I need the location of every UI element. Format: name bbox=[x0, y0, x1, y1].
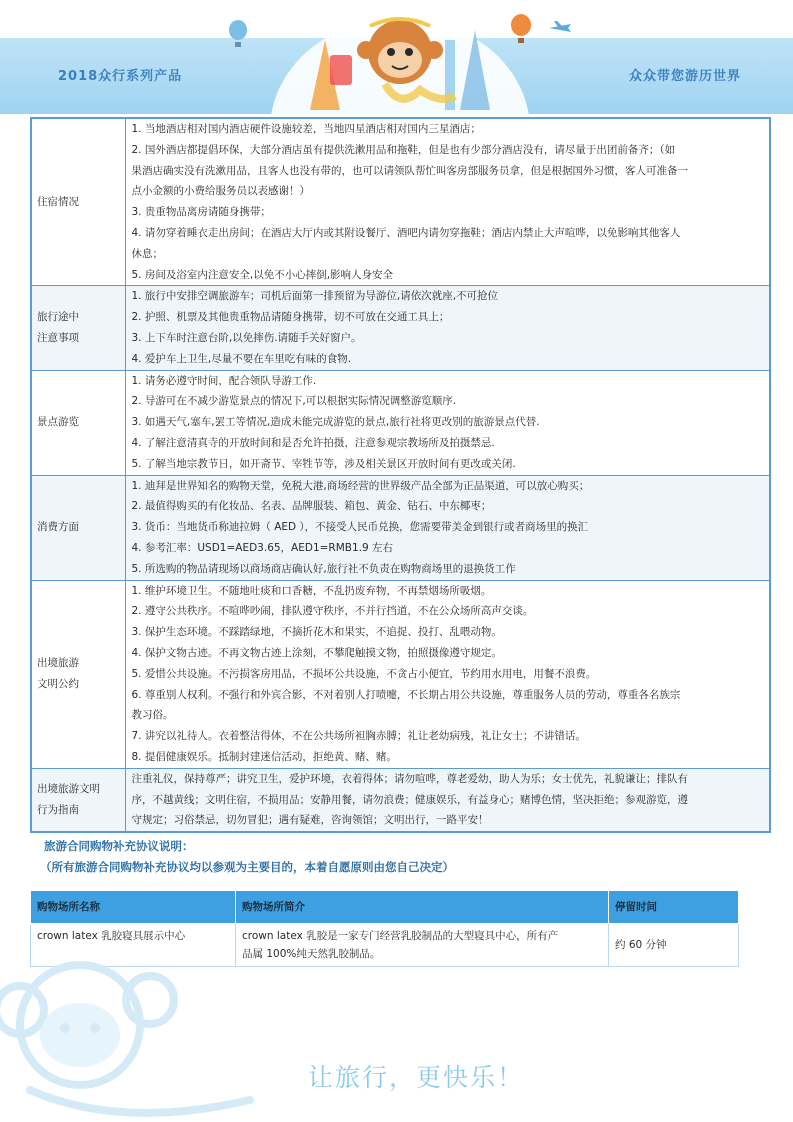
note-line: 2. 导游可在不减少游览景点的情况下,可以根据实际情况调整游览顺序. bbox=[131, 395, 457, 408]
hot-air-balloon-icon bbox=[510, 14, 532, 46]
content-cell bbox=[125, 370, 770, 475]
column-header-name: 购物场所名称 bbox=[31, 891, 236, 924]
header-slogan: 众众带您游历世界 bbox=[628, 69, 741, 84]
category-label: 文明公约 bbox=[37, 678, 79, 691]
category-label: 行为指南 bbox=[37, 803, 79, 816]
table-row bbox=[31, 370, 770, 475]
content-cell bbox=[125, 118, 770, 286]
note-line: 1. 旅行中安排空调旅游车；司机后面第一排预留为导游位,请依次就座,不可抢位 bbox=[131, 290, 499, 303]
category-cell bbox=[31, 768, 125, 832]
content-cell bbox=[125, 768, 770, 832]
category-cell bbox=[31, 475, 125, 580]
category-label: 旅行途中 bbox=[37, 311, 79, 324]
category-label: 出境旅游文明 bbox=[37, 783, 100, 796]
note-line: 5. 爱惜公共设施。不污损客房用品，不损坏公共设施，不贪占小便宜，节约用水用电，用餐不浪费。 bbox=[131, 667, 597, 680]
note-line: 果酒店确实没有洗漱用品，且客人也没有带的，也可以请领队帮忙叫客房部服务员拿，但是根据国外习惯，客人可准备一 bbox=[131, 164, 688, 177]
note-line: 4. 了解注意清真寺的开放时间和是否允许拍摄，注意参观宗教场所及拍摄禁忌. bbox=[131, 436, 495, 449]
note-line: 序，不越黄线；文明住宿，不损用品；安静用餐，请勿浪费；健康娱乐，有益身心；赌博色情，坚决拒绝；参观游览，遵 bbox=[131, 793, 688, 806]
hot-air-balloon-icon bbox=[228, 20, 248, 50]
note-line: 1. 维护环境卫生。不随地吐痰和口香糖，不乱扔废弃物，不再禁烟场所吸烟。 bbox=[131, 584, 492, 597]
category-label: 住宿情况 bbox=[37, 195, 79, 208]
table-row bbox=[31, 768, 770, 832]
supplement-title: 旅游合同购物补充协议说明： bbox=[44, 839, 194, 853]
note-line: 2. 最值得购买的有化妆品、名表、品牌服装、箱包、黄金、钻石、中东椰枣； bbox=[131, 500, 492, 513]
travel-notes-table bbox=[30, 117, 771, 833]
note-line: 3. 货币：当地货币称迪拉姆（ AED ），不接受人民币兑换，您需要带美金到银行或者商场里的换汇 bbox=[131, 521, 589, 534]
note-line: 注重礼仪，保持尊严；讲究卫生，爱护环境，衣着得体；请勿喧哗，尊老爱幼，助人为乐；女士优先，礼貌谦让；排队有 bbox=[131, 772, 688, 785]
content-cell bbox=[125, 286, 770, 370]
shop-intro-line: 品属 100%纯天然乳胶制品。 bbox=[242, 948, 381, 960]
note-line: 5. 所选购的物品请现场以商场商店确认好,旅行社不负责在购物商场里的退换货工作 bbox=[131, 562, 516, 575]
table-row bbox=[31, 118, 770, 286]
note-line: 8. 提倡健康娱乐。抵制封建迷信活动，拒绝黄、赌、赌。 bbox=[131, 750, 397, 763]
note-line: 4. 请勿穿着睡衣走出房间；在酒店大厅内或其附设餐厅、酒吧内请勿穿拖鞋；酒店内禁止大声喧哗，以免影响其他客人 bbox=[131, 226, 681, 239]
note-line: 2. 遵守公共秩序。不喧哗吵闹，排队遵守秩序，不并行挡道，不在公众场所高声交谈。 bbox=[131, 605, 534, 618]
note-line: 点小金额的小费给服务员以表感谢！） bbox=[131, 185, 310, 198]
category-cell bbox=[31, 118, 125, 286]
category-label: 出境旅游 bbox=[37, 657, 79, 670]
category-cell bbox=[31, 286, 125, 370]
table-header-row bbox=[31, 891, 739, 924]
airplane-icon bbox=[548, 20, 572, 36]
hero-illustration bbox=[270, 0, 530, 116]
note-line: 3. 上下车时注意台阶,以免摔伤.请随手关好窗户。 bbox=[131, 331, 362, 344]
footer-slogan: 让旅行，更快乐！ bbox=[308, 1063, 525, 1092]
note-line: 7. 讲究以礼待人。衣着整洁得体，不在公共场所袒胸赤膊；礼让老幼病残，礼让女士；不讲错话。 bbox=[131, 730, 586, 743]
note-line: 4. 参考汇率：USD1=AED3.65，AED1=RMB1.9 左右 bbox=[131, 541, 394, 554]
header-series-title: 2018众行系列产品 bbox=[58, 69, 183, 84]
content-cell bbox=[125, 580, 770, 768]
column-header-time: 停留时间 bbox=[609, 891, 739, 924]
shop-name-cell: crown latex 乳胶寝具展示中心 bbox=[31, 924, 236, 967]
note-line: 3. 贵重物品离房请随身携带； bbox=[131, 206, 271, 219]
note-line: 1. 请务必遵守时间，配合领队导游工作. bbox=[131, 374, 317, 387]
shop-intro-line: crown latex 乳胶是一家专门经营乳胶制品的大型寝具中心，所有产 bbox=[242, 930, 559, 942]
column-header-intro: 购物场所简介 bbox=[236, 891, 609, 924]
table-row bbox=[31, 286, 770, 370]
category-label: 景点游览 bbox=[37, 416, 79, 429]
table-row bbox=[31, 580, 770, 768]
table-row bbox=[31, 475, 770, 580]
category-label: 注意事项 bbox=[37, 331, 79, 344]
note-line: 3. 保护生态环境。不踩踏绿地，不摘折花木和果实，不追捉、投打、乱喂动物。 bbox=[131, 626, 502, 639]
note-line: 6. 尊重别人权利。不强行和外宾合影，不对着别人打喷嚏，不长期占用公共设施，尊重服务人员的劳动，尊重各名族宗 bbox=[131, 688, 681, 701]
shop-time-cell: 约 60 分钟 bbox=[609, 924, 739, 967]
category-cell bbox=[31, 370, 125, 475]
category-label: 消费方面 bbox=[37, 521, 79, 534]
note-line: 3. 如遇天气,塞车,罢工等情况,造成未能完成游览的景点,旅行社将更改别的旅游景点代替. bbox=[131, 416, 540, 429]
note-line: 4. 爱护车上卫生,尽量不要在车里吃有味的食物. bbox=[131, 352, 352, 365]
mascot-watermark bbox=[0, 940, 330, 1122]
note-line: 教习俗。 bbox=[131, 709, 174, 722]
category-cell bbox=[31, 580, 125, 768]
note-line: 2. 国外酒店都提倡环保，大部分酒店虽有提供洗漱用品和拖鞋，但是也有少部分酒店没有，请尽量于出团前备齐；（如 bbox=[131, 143, 676, 156]
note-line: 休息； bbox=[131, 247, 163, 260]
note-line: 5. 房间及浴室内注意安全,以免不小心摔倒,影响人身安全 bbox=[131, 268, 394, 281]
supplement-subtitle: （所有旅游合同购物补充协议均以参观为主要目的，本着自愿原则由您自己决定） bbox=[40, 860, 454, 874]
note-line: 4. 保护文物古迹。不再文物古迹上涂刻，不攀爬触摸文物，拍照摄像遵守规定。 bbox=[131, 646, 502, 659]
note-line: 1. 迪拜是世界知名的购物天堂，免税大港,商场经营的世界级产品全部为正品渠道，可以放心购买； bbox=[131, 479, 590, 492]
note-line: 守规定；习俗禁忌，切勿冒犯；遇有疑难，咨询领馆；文明出行，一路平安！ bbox=[131, 814, 489, 827]
content-cell bbox=[125, 475, 770, 580]
note-line: 1. 当地酒店相对国内酒店硬件设施较差，当地四星酒店相对国内三星酒店； bbox=[131, 123, 481, 135]
note-line: 5. 了解当地宗教节日，如开斋节、宰牲节等，涉及相关景区开放时间有更改或关闭. bbox=[131, 457, 516, 470]
note-line: 2. 护照、机票及其他贵重物品请随身携带，切不可放在交通工具上； bbox=[131, 311, 450, 324]
